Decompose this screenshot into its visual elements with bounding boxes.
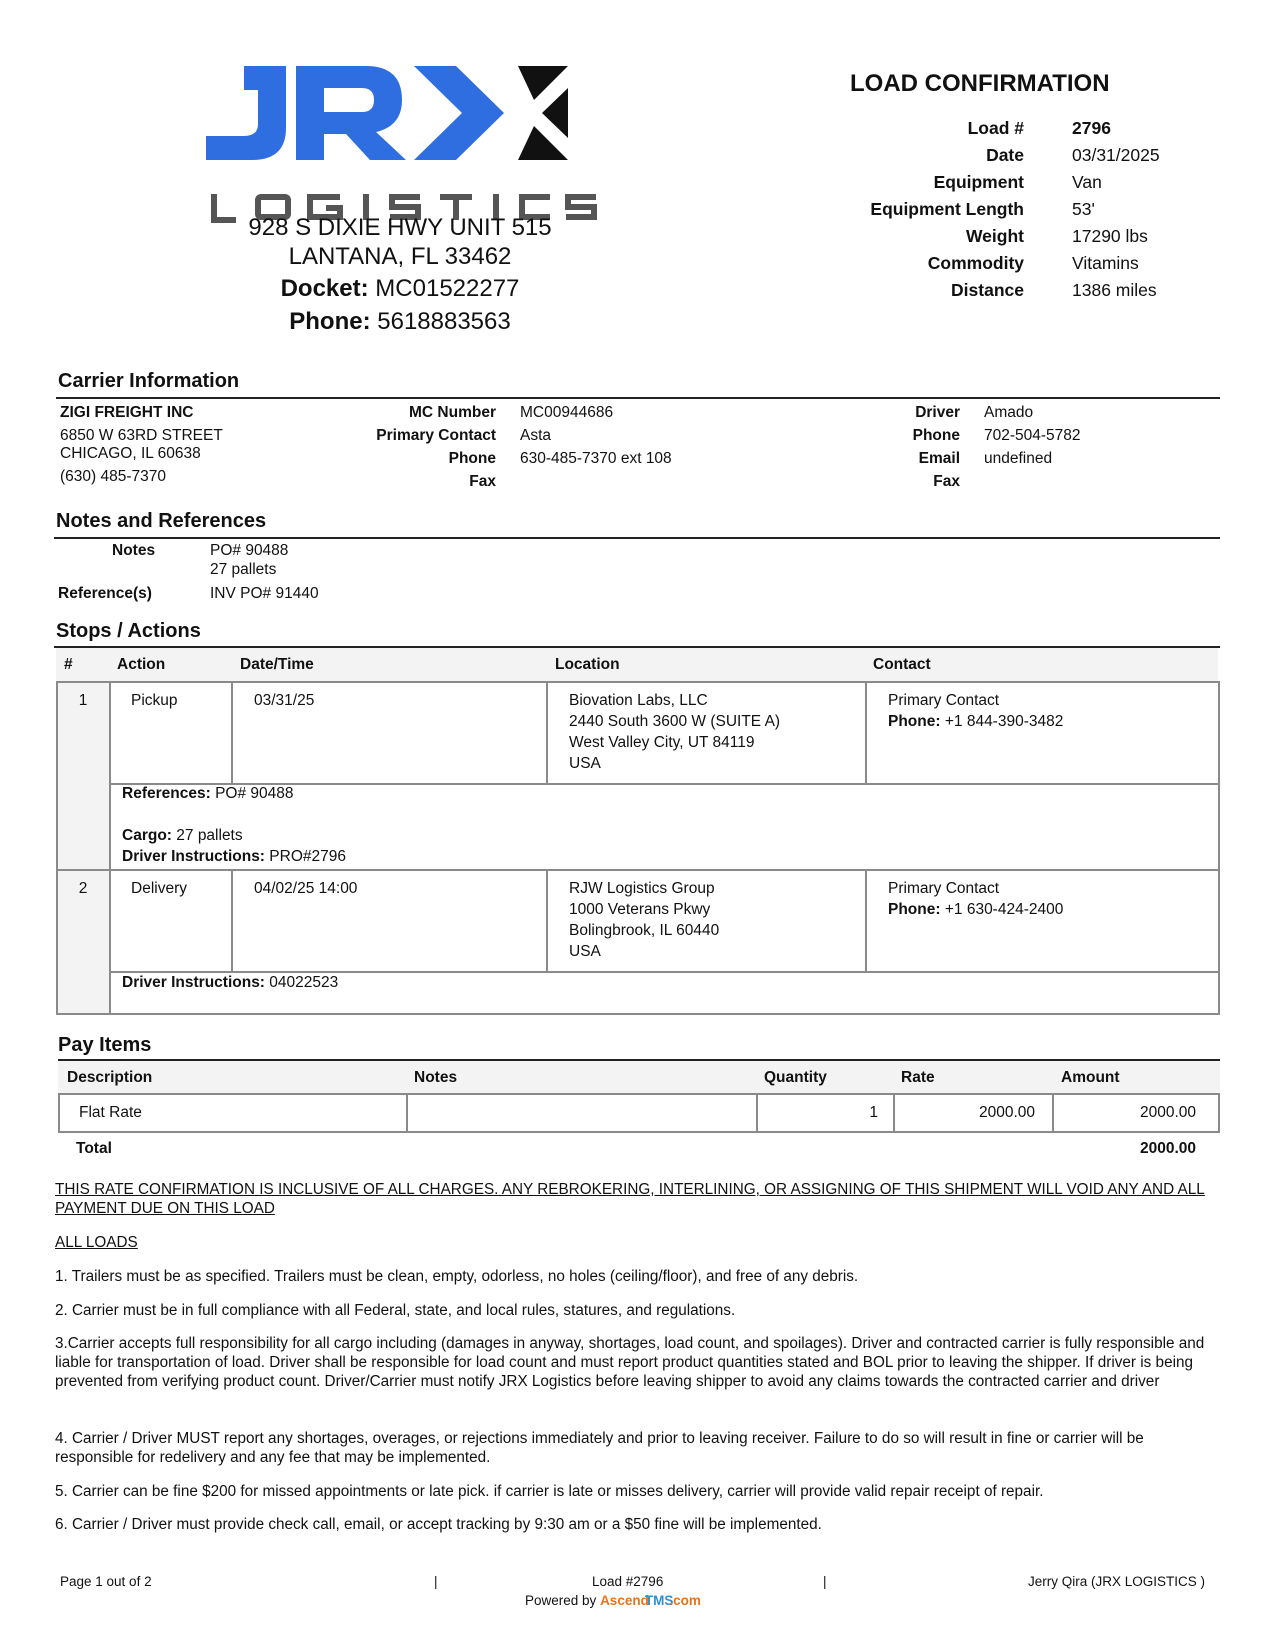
carrier-fax-label: Fax [469,473,496,490]
company-address-line2: LANTANA, FL 33462 [288,243,512,270]
footer-load: Load #2796 [592,1574,664,1589]
stop-1-location-street: 2440 South 3600 W (SUITE A) [569,713,781,730]
term-3: 3.Carrier accepts full responsibility for all cargo including (damages in anyway, shortages, load count, and spoilages). Driver and contracted carrier is fully responsible and liable for transportation of load. Driver shall be responsible for load count and must report product quantities stated and BOL prior to leaving the shipper. If driver is being prevented from verifying product count. Driver/Carrier must notify JRX Logistics before leaving shipper to avoid any claims towards the contracted carrier and driver [55,1335,1205,1390]
col-location: Location [555,656,620,673]
stop-1-contact [888,690,1063,732]
equipment-length-label: Equipment Length [870,199,1024,219]
load-number-label: Load # [967,118,1024,138]
company-phone [200,308,600,336]
driver-value: Amado [984,404,1034,421]
notes-label: Notes [112,542,156,559]
stop-1-action: Pickup [131,692,178,709]
pay-quantity: 1 [869,1104,878,1121]
carrier-divider [56,397,1220,399]
all-loads-heading: ALL LOADS [55,1234,138,1251]
stop-2-number: 2 [78,880,88,897]
docket-value: MC01522277 [375,275,520,302]
term-5: 5. Carrier can be fine $200 for missed appointments or late pick. if carrier is late or misses delivery, carrier will provide valid repair receipt of repair. [55,1483,1044,1500]
references-value: INV PO# 91440 [210,585,319,602]
notes-line2: 27 pallets [210,561,277,578]
commodity-value: Vitamins [1072,253,1139,273]
commodity-label: Commodity [927,253,1024,273]
stop-1-references: References: PO# 90488 [122,785,294,802]
date-label: Date [986,145,1024,165]
col-amount: Amount [1061,1069,1120,1086]
stop-1-location-city: West Valley City, UT 84119 [569,734,755,751]
stop-1-cargo: Cargo: 27 pallets [122,827,243,844]
stop-1-driver-instructions: Driver Instructions: PRO#2796 [122,848,346,865]
stop-2-action: Delivery [131,880,187,897]
jrx-logo [206,66,596,167]
primary-contact-value: Asta [520,427,552,444]
stop-2-location-city: Bolingbrook, IL 60440 [569,922,720,939]
mc-number-value: MC00944686 [520,404,614,421]
notes-section-title: Notes and References [56,510,267,532]
col-action: Action [117,656,166,673]
stops-table-header [56,648,1218,682]
term-1: 1. Trailers must be as specified. Trailers must be clean, empty, odorless, no holes (ceiling/floor), and free of any debris. [55,1268,859,1285]
footer-separator-left: | [434,1574,438,1589]
footer-page: Page 1 out of 2 [60,1574,152,1589]
docket-label: Docket: [280,275,369,302]
pay-total-value: 2000.00 [1139,1140,1196,1157]
driver-email-label: Email [918,450,960,467]
driver-phone-label: Phone [912,427,960,444]
stop-1-datetime: 03/31/25 [254,692,315,709]
stop-1-location [569,690,780,774]
stop-2-datetime: 04/02/25 14:00 [254,880,358,897]
distance-label: Distance [951,280,1024,300]
pay-total-label: Total [76,1140,112,1157]
pay-notes-cell [406,1093,758,1133]
company-docket [200,275,600,303]
phone-value: 5618883563 [377,308,511,335]
stop-1-contact-name: Primary Contact [888,692,1000,709]
driver-phone-value: 702-504-5782 [984,427,1081,444]
stop-1-location-country: USA [569,755,601,772]
primary-contact-label: Primary Contact [376,427,496,444]
pay-rate: 2000.00 [978,1104,1035,1121]
stop-2-driver-instructions: Driver Instructions: 04022523 [122,974,339,991]
carrier-street: 6850 W 63RD STREET [60,427,223,444]
distance-value: 1386 miles [1072,280,1157,300]
col-description: Description [67,1069,153,1086]
stop-2-contact-phone: Phone: +1 630-424-2400 [888,901,1064,918]
stops-section-title: Stops / Actions [56,620,201,642]
phone-label: Phone: [289,308,371,335]
col-quantity: Quantity [764,1069,827,1086]
pay-description: Flat Rate [79,1104,142,1121]
date-value: 03/31/2025 [1072,145,1160,165]
col-contact: Contact [873,656,931,673]
footer-user: Jerry Qira (JRX LOGISTICS ) [1027,1574,1205,1589]
col-rate: Rate [901,1069,935,1086]
company-address-line1: 928 S DIXIE HWY UNIT 515 [248,214,552,241]
pay-table-header [58,1061,1220,1093]
stop-2-location-name: RJW Logistics Group [569,880,715,897]
term-4: 4. Carrier / Driver MUST report any shortages, overages, or rejections immediately and prior to leaving receiver. Failure to do so will result in fine or carrier will be responsible for redelivery and any fee that may be implemented. [55,1430,1144,1466]
pay-amount: 2000.00 [1139,1104,1196,1121]
stop-2-location-street: 1000 Veterans Pkwy [569,901,711,918]
stop-1-number: 1 [78,692,88,709]
stop-1-contact-phone: Phone: +1 844-390-3482 [888,713,1064,730]
col-num: # [64,656,73,673]
carrier-phone: (630) 485-7370 [60,468,166,485]
notes-divider [54,537,1220,539]
driver-label: Driver [915,404,960,421]
stop-2-location-country: USA [569,943,601,960]
carrier-section-title: Carrier Information [58,370,240,392]
carrier-phone-value: 630-485-7370 ext 108 [520,450,672,467]
stop-1-location-name: Biovation Labs, LLC [569,692,708,709]
term-6: 6. Carrier / Driver must provide check call, email, or accept tracking by 9:30 am or a $50 fine will be implemented. [55,1516,822,1533]
col-datetime: Date/Time [240,656,314,673]
weight-value: 17290 lbs [1072,226,1148,246]
carrier-name: ZIGI FREIGHT INC [60,404,194,421]
stop-2-contact [888,878,1063,920]
stop-2-location [569,878,719,962]
load-number-value: 2796 [1072,118,1111,138]
footer-separator-right: | [823,1574,827,1589]
load-confirmation-title: LOAD CONFIRMATION [850,70,1110,97]
weight-label: Weight [965,226,1024,246]
mc-number-label: MC Number [409,404,496,421]
references-label: Reference(s) [58,585,152,602]
carrier-city: CHICAGO, IL 60638 [60,445,201,462]
col-notes: Notes [414,1069,458,1086]
ascendtms-brand: Ascend [600,1593,649,1608]
equipment-value: Van [1072,172,1102,192]
term-2: 2. Carrier must be in full compliance with all Federal, state, and local rules, statures, and regulations. [55,1302,736,1319]
stop-2-contact-name: Primary Contact [888,880,1000,897]
footer-powered-by: Powered by AscendTMS.com [525,1593,701,1608]
rate-disclaimer: THIS RATE CONFIRMATION IS INCLUSIVE OF ALL CHARGES. ANY REBROKERING, INTERLINING, OR ASSIGNING OF THIS SHIPMENT WILL VOID ANY AND ALL PAYMENT DUE ON THIS LOAD [55,1181,1205,1217]
notes-line1: PO# 90488 [210,542,289,559]
pay-section-title: Pay Items [58,1034,152,1056]
driver-fax-label: Fax [933,473,960,490]
driver-email-value: undefined [984,450,1053,467]
carrier-phone-label: Phone [448,450,496,467]
equipment-length-value: 53' [1072,199,1095,219]
equipment-label: Equipment [933,172,1024,192]
